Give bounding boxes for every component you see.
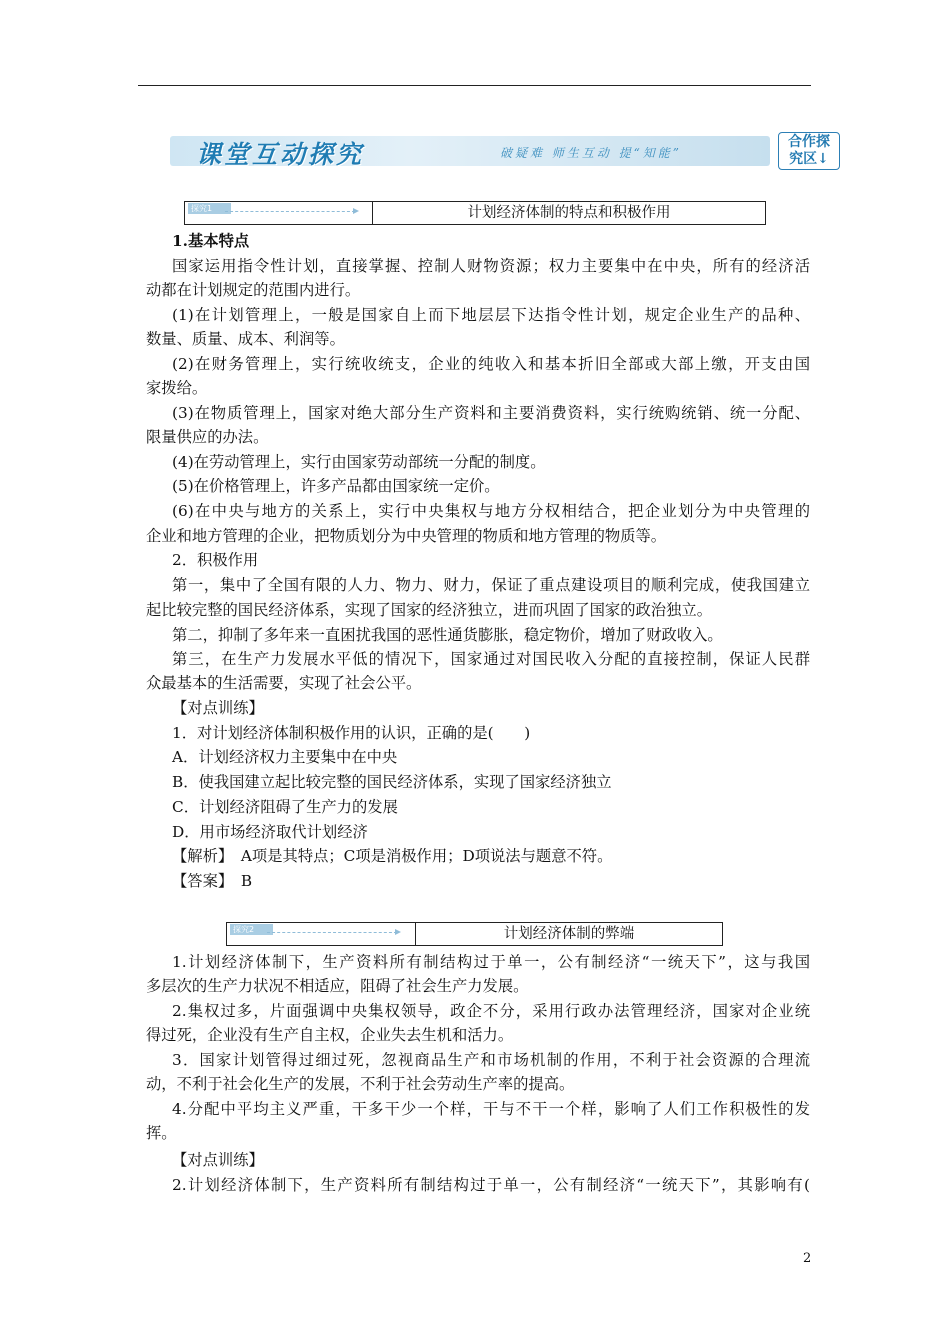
option-d: D．用市场经济取代计划经济 (172, 823, 368, 841)
paragraph-line: 众最基本的生活需要，实现了社会公平。 (146, 674, 422, 692)
paragraph-line: (1)在计划管理上，一般是国家自上而下地层层下达指令性计划，规定企业生产的品种、 (172, 306, 810, 324)
question-1: 1．对计划经济体制积极作用的认识，正确的是( ) (172, 724, 531, 742)
banner-title: 课堂互动探究 (196, 140, 365, 169)
paragraph-line: 1.计划经济体制下，生产资料所有制结构过于单一，公有制经济“一统天下”，这与我国 (172, 953, 810, 971)
paragraph-line: 限量供应的办法。 (146, 428, 269, 446)
paragraph-line: 动，不利于社会化生产的发展，不利于社会劳动生产率的提高。 (146, 1075, 575, 1093)
section-banner (170, 132, 830, 170)
header-rule (138, 85, 811, 86)
paragraph-line: (4)在劳动管理上，实行由国家劳动部统一分配的制度。 (172, 453, 546, 471)
paragraph-line: (2)在财务管理上，实行统收统支，企业的纯收入和基本折旧全部或大部上缴，开支由国 (172, 355, 810, 373)
topic-header-2 (226, 922, 723, 946)
explore-tag: 探究1 (188, 203, 231, 214)
heading-positive-role: 2．积极作用 (172, 551, 259, 569)
topic-tag-cell (227, 923, 416, 945)
paragraph-line: 第二，抑制了多年来一直困扰我国的恶性通货膨胀，稳定物价，增加了财政收入。 (172, 626, 723, 644)
option-a: A．计划经济权力主要集中在中央 (172, 748, 398, 766)
paragraph-line: 多层次的生产力状况不相适应，阻碍了社会生产力发展。 (146, 977, 529, 995)
option-c: C．计划经济阻碍了生产力的发展 (172, 798, 398, 816)
paragraph-line: 动都在计划规定的范围内进行。 (146, 281, 361, 299)
paragraph-line: 国家运用指令性计划，直接掌握、控制人财物资源；权力主要集中在中央，所有的经济活 (172, 257, 810, 275)
paragraph-line: (6)在中央与地方的关系上，实行中央集权与地方分权相结合，把企业划分为中央管理的 (172, 502, 810, 520)
dashed-arrow-line (267, 932, 397, 933)
topic-tag-cell (185, 202, 373, 224)
arrow-right-icon (395, 929, 401, 935)
topic-title: 计划经济体制的特点和积极作用 (467, 205, 671, 221)
paragraph-line: 挥。 (146, 1124, 177, 1142)
heading-basic-features: 1.基本特点 (172, 232, 250, 250)
paragraph-line: (3)在物质管理上，国家对绝大部分生产资料和主要消费资料，实行统购统销、统一分配、 (172, 404, 810, 422)
banner-subtitle: 破疑难 师生互动 提“知能” (500, 146, 682, 160)
paragraph-line: 3．国家计划管得过细过死，忽视商品生产和市场机制的作用，不利于社会资源的合理流 (172, 1051, 810, 1069)
page-number: 2 (803, 1251, 812, 1266)
question-2: 2.计划经济体制下，生产资料所有制结构过于单一，公有制经济“一统天下”，其影响有( (172, 1176, 810, 1194)
practice-heading: 【对点训练】 (172, 699, 264, 717)
paragraph-line: 第一，集中了全国有限的人力、物力、财力，保证了重点建设项目的顺利完成，使我国建立 (172, 576, 810, 594)
paragraph-line: 家拨给。 (146, 379, 208, 397)
cooperation-zone-badge (778, 132, 840, 170)
paragraph-line: 起比较完整的国民经济体系，实现了国家的经济独立，进而巩固了国家的政治独立。 (146, 601, 712, 619)
dashed-arrow-line (225, 211, 355, 212)
paragraph-line: 4.分配中平均主义严重，干多干少一个样，干与不干一个样，影响了人们工作积极性的发 (172, 1100, 810, 1118)
topic-header-1 (184, 201, 766, 225)
practice-heading: 【对点训练】 (172, 1151, 264, 1169)
option-b: B．使我国建立起比较完整的国民经济体系，实现了国家经济独立 (172, 773, 612, 791)
paragraph-line: 企业和地方管理的企业，把物质划分为中央管理的物质和地方管理的物质等。 (146, 527, 667, 545)
paragraph-line: (5)在价格管理上，许多产品都由国家统一定价。 (172, 477, 500, 495)
badge-line-2: 究区↓ (789, 151, 829, 167)
analysis: 【解析】 A项是其特点；C项是消极作用；D项说法与题意不符。 (172, 847, 613, 865)
paragraph-line: 得过死，企业没有生产自主权，企业失去生机和活力。 (146, 1026, 514, 1044)
paragraph-line: 2.集权过多，片面强调中央集权领导，政企不分，采用行政办法管理经济，国家对企业统 (172, 1002, 810, 1020)
answer: 【答案】 B (172, 872, 253, 890)
badge-line-1: 合作探 (788, 134, 830, 150)
paragraph-line: 第三，在生产力发展水平低的情况下，国家通过对国民收入分配的直接控制，保证人民群 (172, 650, 810, 668)
explore-tag: 探究2 (230, 924, 273, 935)
arrow-right-icon (353, 208, 359, 214)
paragraph-line: 数量、质量、成本、利润等。 (146, 330, 345, 348)
topic-title: 计划经济体制的弊端 (503, 926, 635, 942)
